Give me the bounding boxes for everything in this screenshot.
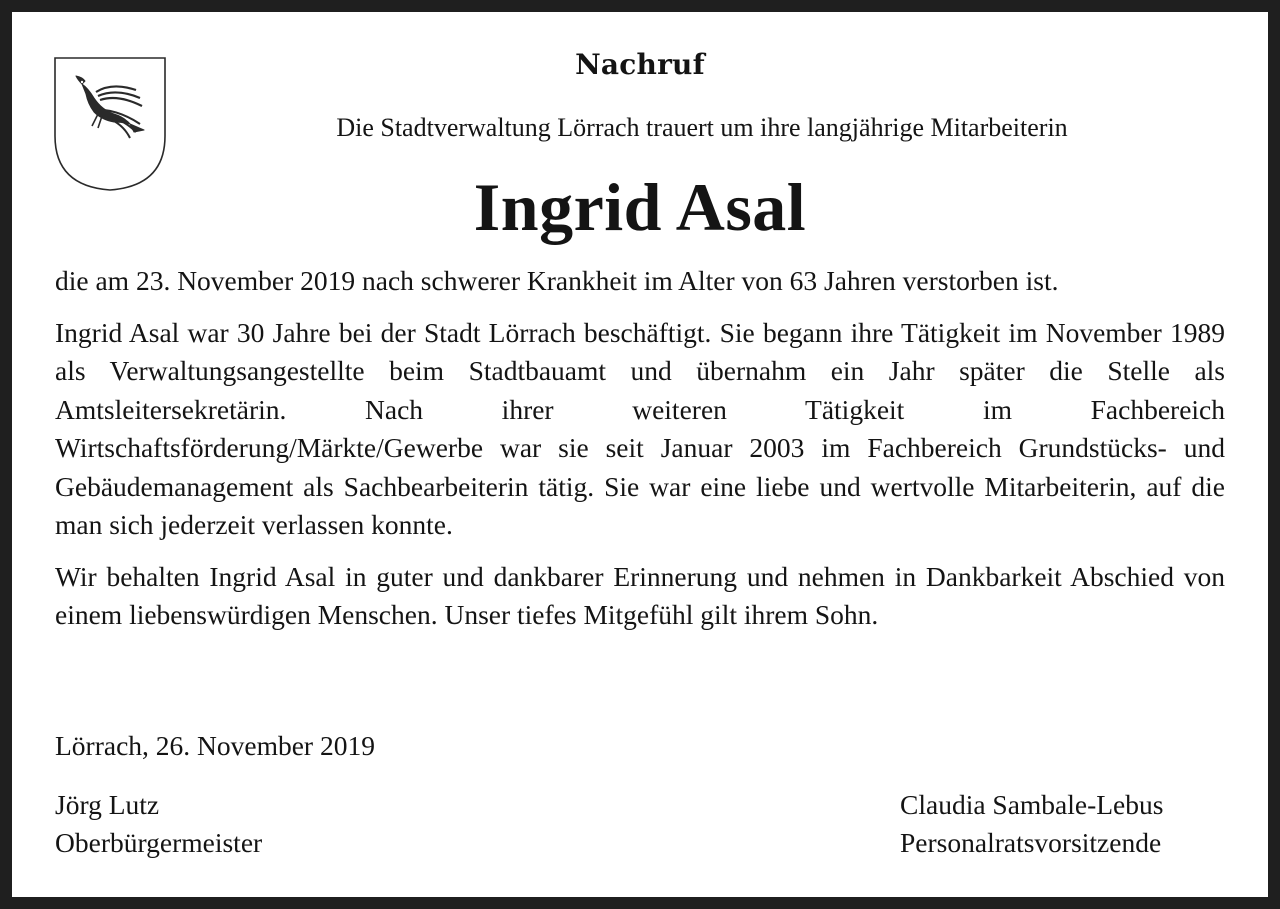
notice-subheading: Die Stadtverwaltung Lörrach trauert um ihre langjährige Mitarbeiterin: [336, 113, 1068, 142]
signatory-right: [900, 786, 1163, 862]
notice-heading: Nachruf: [575, 48, 705, 81]
signatory-name: Jörg Lutz: [55, 789, 160, 820]
signatory-role: Oberbürgermeister: [55, 827, 263, 858]
paragraph-career: Ingrid Asal war 30 Jahre bei der Stadt Lörrach beschäftigt. Sie begann ihre Tätigkeit im November 1989 als Verwaltungsangestellte beim Stadtbauamt und übernahm ein Jahr später die Stelle als Amtsleitersekretärin. Nach ihrer weiteren Tätigkeit im Fachbereich Wirtschaftsförderung/Märkte/Gewerbe war sie seit Januar 2003 im Fachbereich Grundstücks- und Gebäudemanagement als Sachbearbeiterin tätig. Sie war eine liebe und wertvolle Mitarbeiterin, auf die man sich jederzeit verlassen konnte.: [55, 316, 1225, 540]
notice-body: [55, 262, 1225, 648]
signatory-left: [55, 786, 262, 862]
obituary-notice: [12, 12, 1268, 897]
signatory-name: Claudia Sambale-Lebus: [900, 789, 1164, 820]
signatory-role: Personalratsvorsitzende: [900, 827, 1162, 858]
paragraph-condolence: Wir behalten Ingrid Asal in guter und dankbarer Erinnerung und nehmen in Dankbarkeit Abschied von einem liebenswürdigen Menschen. Unser tiefes Mitgefühl gilt ihrem Sohn.: [55, 560, 1225, 630]
place-date: Lörrach, 26. November 2019: [55, 730, 375, 761]
deceased-name: Ingrid Asal: [473, 169, 807, 245]
paragraph-death-info: die am 23. November 2019 nach schwerer Krankheit im Alter von 63 Jahren verstorben ist.: [55, 265, 1059, 296]
